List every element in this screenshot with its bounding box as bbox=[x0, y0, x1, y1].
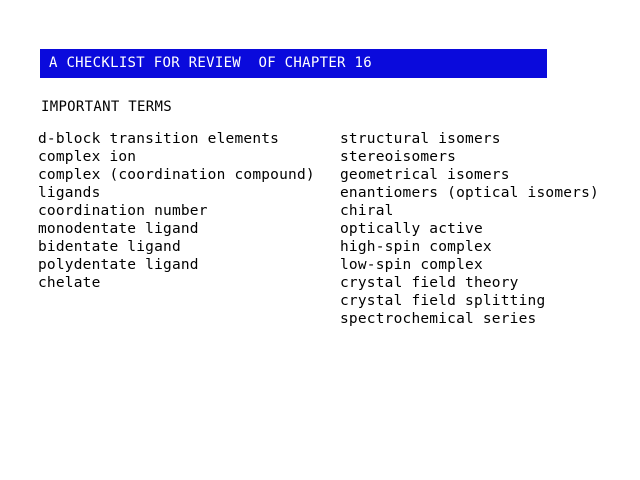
term-item: low-spin complex bbox=[340, 257, 483, 273]
term-item: ligands bbox=[38, 185, 101, 201]
important-terms-heading: IMPORTANT TERMS bbox=[41, 99, 172, 115]
term-item: chelate bbox=[38, 275, 101, 291]
term-item: geometrical isomers bbox=[340, 167, 510, 183]
term-item: enantiomers (optical isomers) bbox=[340, 185, 599, 201]
term-item: d-block transition elements bbox=[38, 131, 280, 147]
term-item: coordination number bbox=[38, 203, 208, 219]
term-item: structural isomers bbox=[340, 131, 501, 147]
term-item: polydentate ligand bbox=[38, 257, 199, 273]
term-item: crystal field theory bbox=[340, 275, 519, 291]
term-item: chiral bbox=[340, 203, 394, 219]
term-list-right bbox=[340, 130, 599, 328]
chapter-review-banner: A CHECKLIST FOR REVIEW OF CHAPTER 16 bbox=[40, 49, 547, 78]
term-item: spectrochemical series bbox=[340, 311, 537, 327]
term-item: bidentate ligand bbox=[38, 239, 181, 255]
term-item: complex ion bbox=[38, 149, 137, 165]
term-item: stereoisomers bbox=[340, 149, 457, 165]
term-item: crystal field splitting bbox=[340, 293, 546, 309]
term-item: high-spin complex bbox=[340, 239, 492, 255]
term-list-left bbox=[38, 130, 315, 292]
term-item: optically active bbox=[340, 221, 483, 237]
term-item: complex (coordination compound) bbox=[38, 167, 315, 183]
term-item: monodentate ligand bbox=[38, 221, 199, 237]
